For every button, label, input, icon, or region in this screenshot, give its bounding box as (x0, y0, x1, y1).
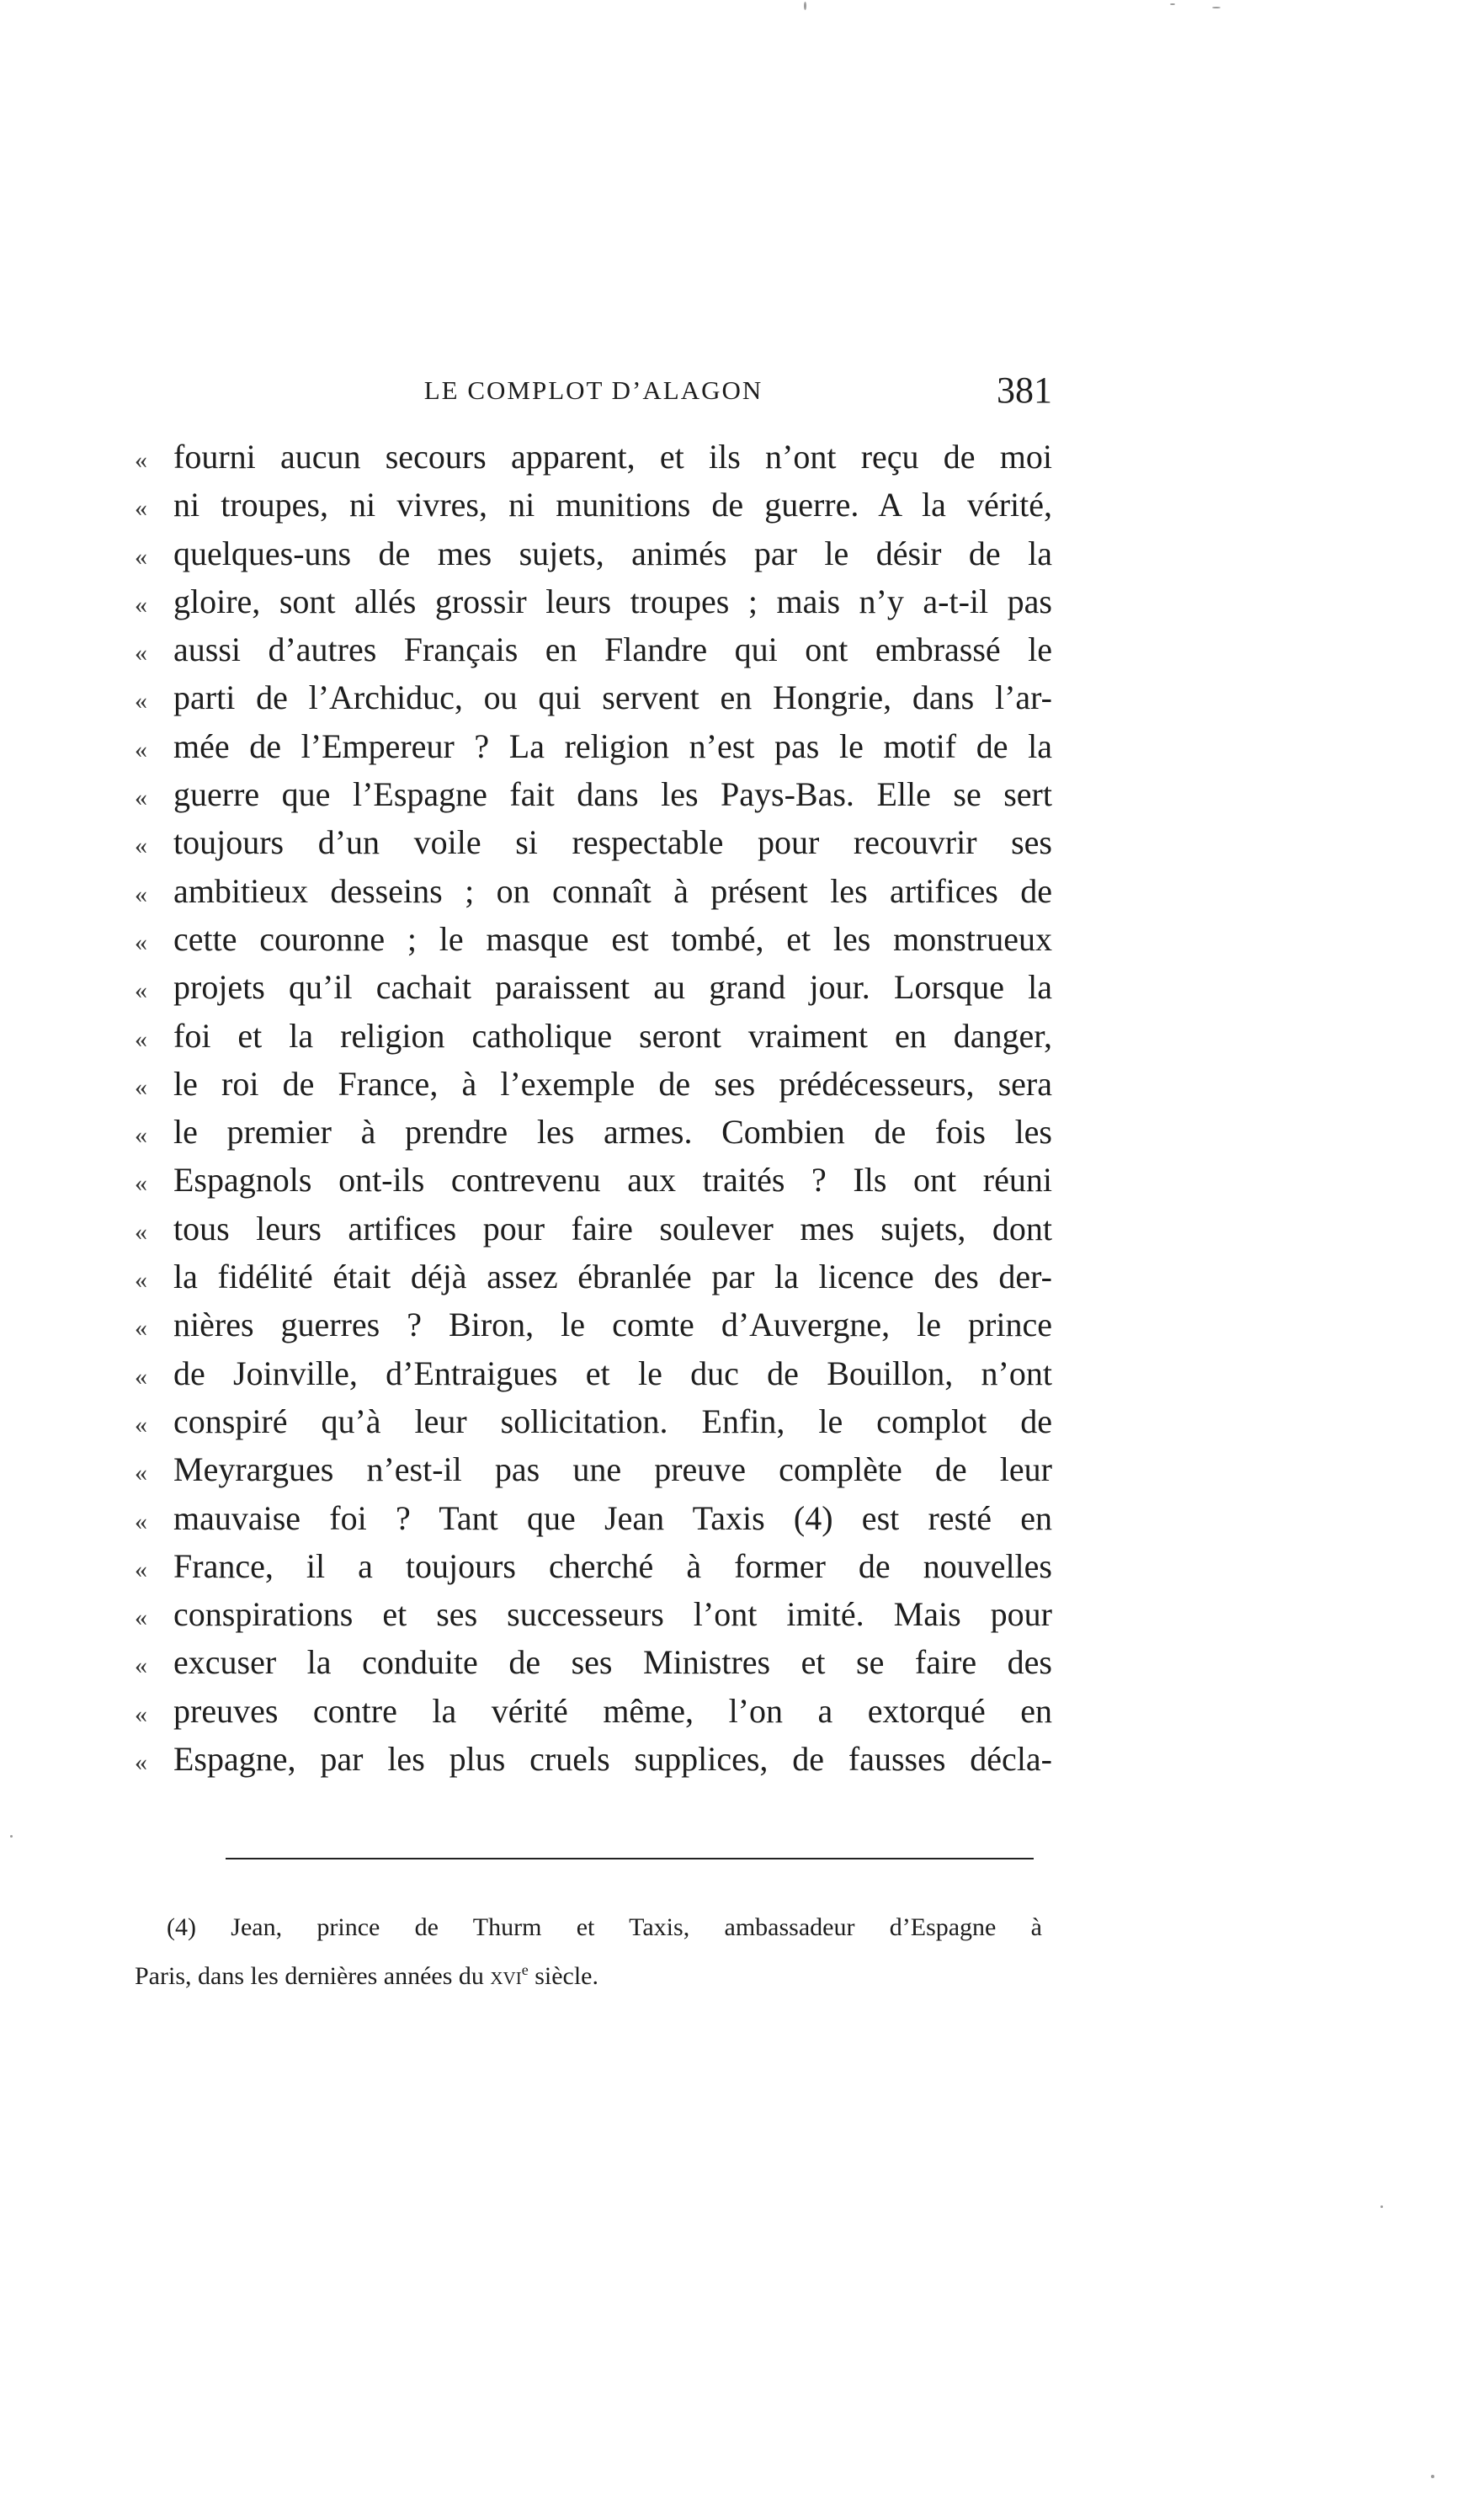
line-text: mauvaise foi ? Tant que Jean Taxis (4) est resté en (173, 1498, 1052, 1537)
text-line (135, 673, 1052, 721)
quote-mark: « (135, 735, 147, 763)
text-line (135, 722, 1052, 770)
line-text: guerre que l’Espagne fait dans les Pays-Bas. Elle se sert (173, 775, 1052, 814)
text-line (135, 818, 1052, 866)
line-text: foi et la religion catholique seront vraiment en danger, (173, 1016, 1052, 1055)
line-text: ni troupes, ni vivres, ni munitions de guerre. A la vérité, (173, 486, 1052, 524)
line-text: Meyrargues n’est-il pas une preuve complète de leur (173, 1450, 1052, 1489)
line-text: Espagne, par les plus cruels supplices, de fausses décla- (173, 1740, 1052, 1779)
text-line (135, 1253, 1052, 1301)
quote-mark: « (135, 1604, 147, 1632)
footnote-line-2-start: Paris, dans les dernières années du (135, 1962, 491, 1990)
quote-mark: « (135, 1555, 147, 1583)
text-line (135, 433, 1052, 481)
line-text: mée de l’Empereur ? La religion n’est pas le motif de la (173, 726, 1052, 765)
text-line (135, 1349, 1052, 1397)
footnote-line-2 (135, 1949, 1042, 1998)
scan-speck (1380, 2205, 1383, 2208)
text-line (135, 1687, 1052, 1735)
footnote-line-2-end: siècle. (528, 1962, 598, 1990)
text-line (135, 915, 1052, 963)
line-text: tous leurs artifices pour faire soulever mes sujets, dont (173, 1209, 1052, 1248)
line-text: cette couronne ; le masque est tombé, et les monstrueux (173, 919, 1052, 958)
quote-mark: « (135, 784, 147, 812)
footnote-line-1: (4) Jean, prince de Thurm et Taxis, ambassadeur d’Espagne à (167, 1913, 1042, 1941)
running-head (135, 367, 1052, 414)
text-line (135, 625, 1052, 673)
body-text (135, 433, 1052, 1783)
line-text: excuser la conduite de ses Ministres et se faire des (173, 1643, 1052, 1682)
text-line (135, 1205, 1052, 1253)
text-line (135, 963, 1052, 1011)
quote-mark: « (135, 1700, 147, 1728)
footnote-century-suffix: e (521, 1961, 529, 1978)
running-title: LE COMPLOT D’ALAGON (423, 375, 763, 405)
quote-mark: « (135, 1266, 147, 1295)
line-text: le premier à prendre les armes. Combien de fois les (173, 1113, 1052, 1152)
line-text: le roi de France, à l’exemple de ses prédécesseurs, sera (173, 1064, 1052, 1103)
scan-speck (1212, 7, 1221, 8)
text-line (135, 1060, 1052, 1108)
text-line (135, 481, 1052, 529)
line-text: France, il a toujours cherché à former de nouvelles (173, 1546, 1052, 1585)
text-line (135, 867, 1052, 915)
footnote (135, 1907, 1042, 1998)
quote-mark: « (135, 880, 147, 908)
quote-mark: « (135, 1410, 147, 1439)
footnote-century: xvi (490, 1962, 522, 1990)
line-text: fourni aucun secours apparent, et ils n’ont reçu de moi (173, 438, 1052, 476)
quote-mark: « (135, 542, 147, 571)
quote-mark: « (135, 1652, 147, 1680)
quote-mark: « (135, 976, 147, 1005)
line-text: gloire, sont allés grossir leurs troupes ; mais n’y a-t-il pas (173, 582, 1052, 620)
quote-mark: « (135, 1072, 147, 1101)
quote-mark: « (135, 687, 147, 716)
text-line (135, 1735, 1052, 1783)
text-line (135, 770, 1052, 818)
quote-mark: « (135, 1121, 147, 1150)
line-text: preuves contre la vérité même, l’on a extorqué en (173, 1691, 1052, 1730)
text-line (135, 1638, 1052, 1686)
line-text: quelques-uns de mes sujets, animés par le désir de la (173, 534, 1052, 572)
quote-mark: « (135, 590, 147, 619)
quote-mark: « (135, 639, 147, 668)
line-text: de Joinville, d’Entraigues et le duc de Bouillon, n’ont (173, 1354, 1052, 1392)
line-text: toujours d’un voile si respectable pour recouvrir ses (173, 823, 1052, 862)
text-line (135, 1494, 1052, 1542)
quote-mark: « (135, 1748, 147, 1777)
line-text: aussi d’autres Français en Flandre qui ont embrassé le (173, 630, 1052, 669)
text-line (135, 529, 1052, 577)
scan-speck (804, 2, 806, 10)
text-line (135, 1590, 1052, 1638)
quote-mark: « (135, 1169, 147, 1198)
line-text: conspirations et ses successeurs l’ont imité. Mais pour (173, 1595, 1052, 1634)
quote-mark: « (135, 1362, 147, 1391)
quote-mark: « (135, 1217, 147, 1246)
text-line (135, 1397, 1052, 1445)
line-text: ambitieux desseins ; on connaît à présent les artifices de (173, 871, 1052, 910)
text-line (135, 1542, 1052, 1590)
quote-mark: « (135, 446, 147, 474)
line-text: conspiré qu’à leur sollicitation. Enfin, le complot de (173, 1402, 1052, 1440)
line-text: Espagnols ont-ils contrevenu aux traités ? Ils ont réuni (173, 1161, 1052, 1200)
line-text: la fidélité était déjà assez ébranlée par la licence des der- (173, 1258, 1052, 1296)
text-line (135, 577, 1052, 625)
text-line (135, 1012, 1052, 1060)
quote-mark: « (135, 1507, 147, 1535)
text-line (135, 1108, 1052, 1156)
page-number: 381 (997, 370, 1052, 411)
quote-mark: « (135, 832, 147, 860)
line-text: parti de l’Archiduc, ou qui servent en Hongrie, dans l’ar- (173, 678, 1052, 717)
text-line (135, 1156, 1052, 1204)
quote-mark: « (135, 494, 147, 523)
scan-speck (1431, 2475, 1434, 2478)
scan-speck (1170, 3, 1175, 5)
scan-speck (10, 1835, 13, 1838)
footnote-rule (226, 1858, 1034, 1859)
quote-mark: « (135, 1459, 147, 1487)
text-line (135, 1445, 1052, 1493)
quote-mark: « (135, 1024, 147, 1053)
line-text: nières guerres ? Biron, le comte d’Auvergne, le prince (173, 1306, 1052, 1344)
text-line (135, 1301, 1052, 1349)
quote-mark: « (135, 928, 147, 956)
quote-mark: « (135, 1314, 147, 1343)
line-text: projets qu’il cachait paraissent au grand jour. Lorsque la (173, 968, 1052, 1007)
